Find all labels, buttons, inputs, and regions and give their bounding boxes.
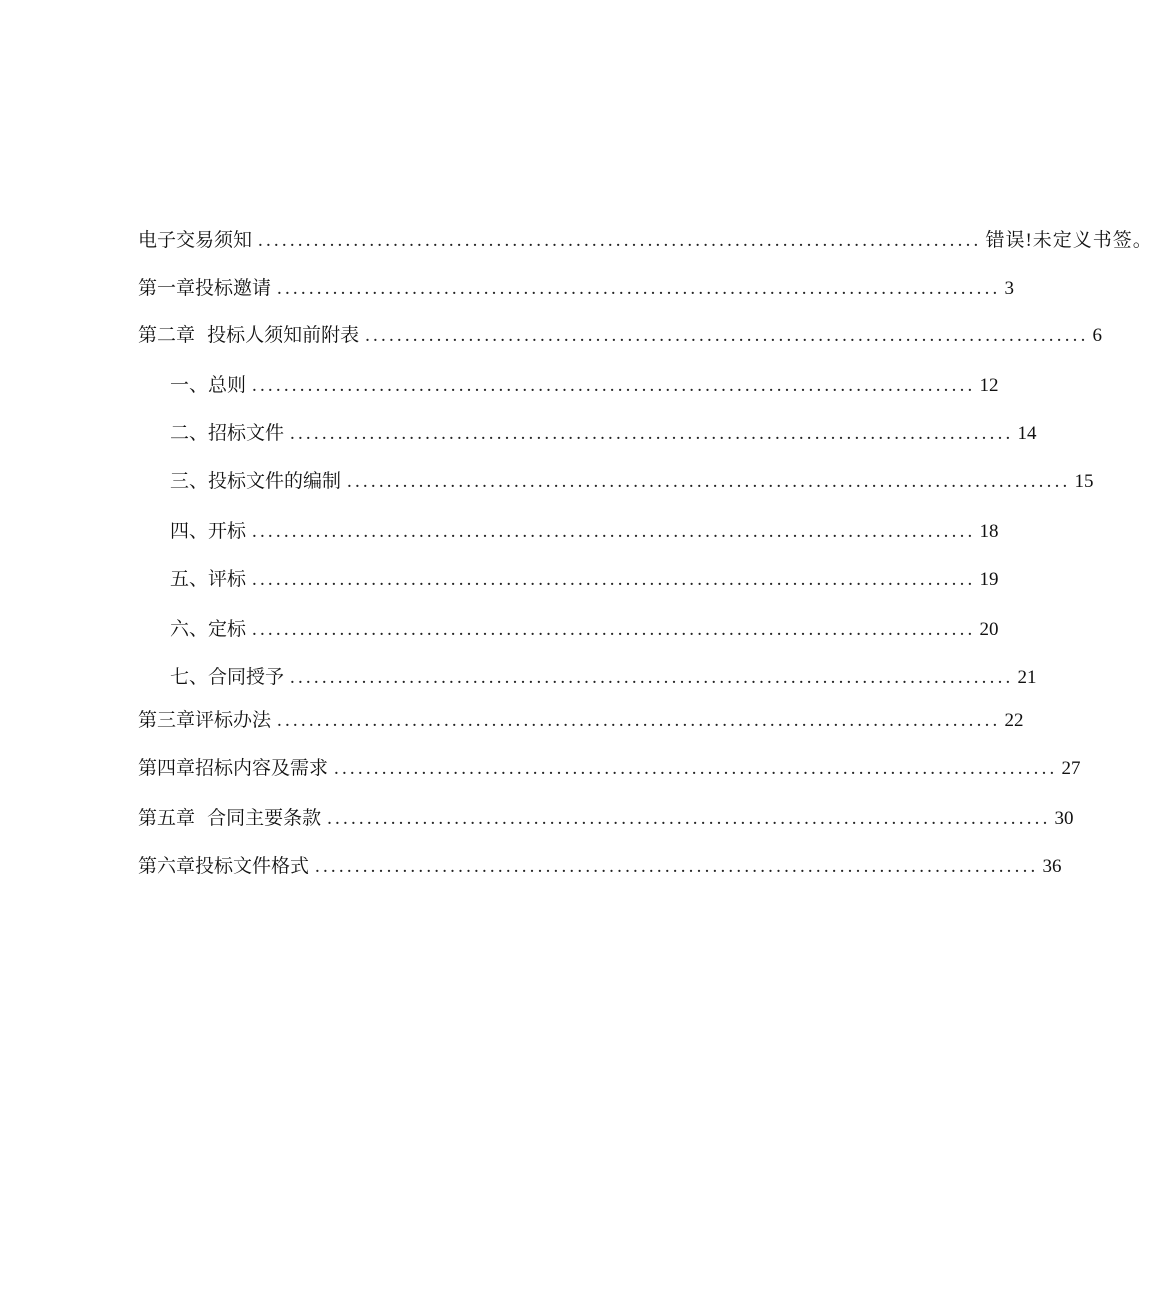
- toc-dot-leader: ...........................................................................................: [290, 423, 1014, 444]
- toc-entry-page: 30: [1054, 808, 1074, 829]
- toc-entry-section-2[interactable]: [170, 418, 1037, 448]
- toc-entry-title: 第三章评标办法: [138, 709, 272, 731]
- toc-entry-page: 6: [1092, 325, 1103, 346]
- toc-entry-page: 18: [979, 521, 999, 542]
- toc-entry-section-3[interactable]: [170, 466, 1094, 496]
- toc-dot-leader: ...........................................................................................: [252, 375, 976, 396]
- toc-dot-leader: ...........................................................................................: [277, 278, 1001, 299]
- toc-entry-chapter-5[interactable]: [138, 803, 1074, 833]
- toc-entry-page: 36: [1042, 856, 1062, 877]
- toc-dot-leader: ...........................................................................................: [315, 856, 1039, 877]
- toc-entry-electronic-trading-notice[interactable]: [138, 225, 1153, 255]
- toc-entry-title: 第二章 投标人须知前附表: [138, 324, 360, 346]
- toc-entry-chapter-1[interactable]: [138, 273, 1014, 303]
- toc-entry-page: 19: [979, 569, 999, 590]
- toc-dot-leader: ...........................................................................................: [252, 619, 976, 640]
- toc-entry-page-error: 错误!未定义书签。: [985, 230, 1153, 251]
- toc-entry-section-5[interactable]: [170, 564, 999, 594]
- toc-entry-section-7[interactable]: [170, 662, 1037, 692]
- toc-entry-title: 第四章招标内容及需求: [138, 757, 329, 779]
- toc-entry-chapter-4[interactable]: [138, 753, 1081, 783]
- toc-entry-section-4[interactable]: [170, 516, 999, 546]
- toc-entry-title: 第六章投标文件格式: [138, 855, 310, 877]
- toc-dot-leader: ...........................................................................................: [334, 758, 1058, 779]
- toc-dot-leader: ...........................................................................................: [365, 325, 1089, 346]
- toc-entry-title: 一、总则: [170, 374, 247, 396]
- toc-entry-section-6[interactable]: [170, 614, 999, 644]
- toc-entry-title: 六、定标: [170, 618, 247, 640]
- toc-entry-chapter-2[interactable]: [138, 320, 1103, 350]
- toc-entry-page: 21: [1017, 667, 1037, 688]
- toc-entry-page: 12: [979, 375, 999, 396]
- toc-entry-title: 第五章 合同主要条款: [138, 807, 322, 829]
- toc-entry-title: 七、合同授予: [170, 666, 285, 688]
- toc-entry-page: 3: [1004, 278, 1014, 299]
- toc-entry-title: 二、招标文件: [170, 422, 285, 444]
- toc-entry-title: 第一章投标邀请: [138, 277, 272, 299]
- toc-dot-leader: ...........................................................................................: [277, 710, 1001, 731]
- toc-dot-leader: ...........................................................................................: [258, 230, 982, 251]
- toc-entry-chapter-3[interactable]: [138, 705, 1024, 735]
- toc-entry-page: 27: [1061, 758, 1081, 779]
- toc-entry-page: 14: [1017, 423, 1037, 444]
- toc-entry-page: 22: [1004, 710, 1024, 731]
- toc-dot-leader: ...........................................................................................: [327, 808, 1051, 829]
- toc-dot-leader: ...........................................................................................: [347, 471, 1071, 492]
- toc-entry-section-1[interactable]: [170, 370, 999, 400]
- toc-entry-title: 五、评标: [170, 568, 247, 590]
- toc-entry-chapter-6[interactable]: [138, 851, 1062, 881]
- toc-entry-page: 15: [1074, 471, 1094, 492]
- toc-entry-title: 四、开标: [170, 520, 247, 542]
- toc-entry-page: 20: [979, 619, 999, 640]
- toc-dot-leader: ...........................................................................................: [252, 569, 976, 590]
- toc-dot-leader: ...........................................................................................: [290, 667, 1014, 688]
- toc-entry-title: 三、投标文件的编制: [170, 470, 342, 492]
- toc-dot-leader: ...........................................................................................: [252, 521, 976, 542]
- toc-entry-title: 电子交易须知: [138, 229, 253, 251]
